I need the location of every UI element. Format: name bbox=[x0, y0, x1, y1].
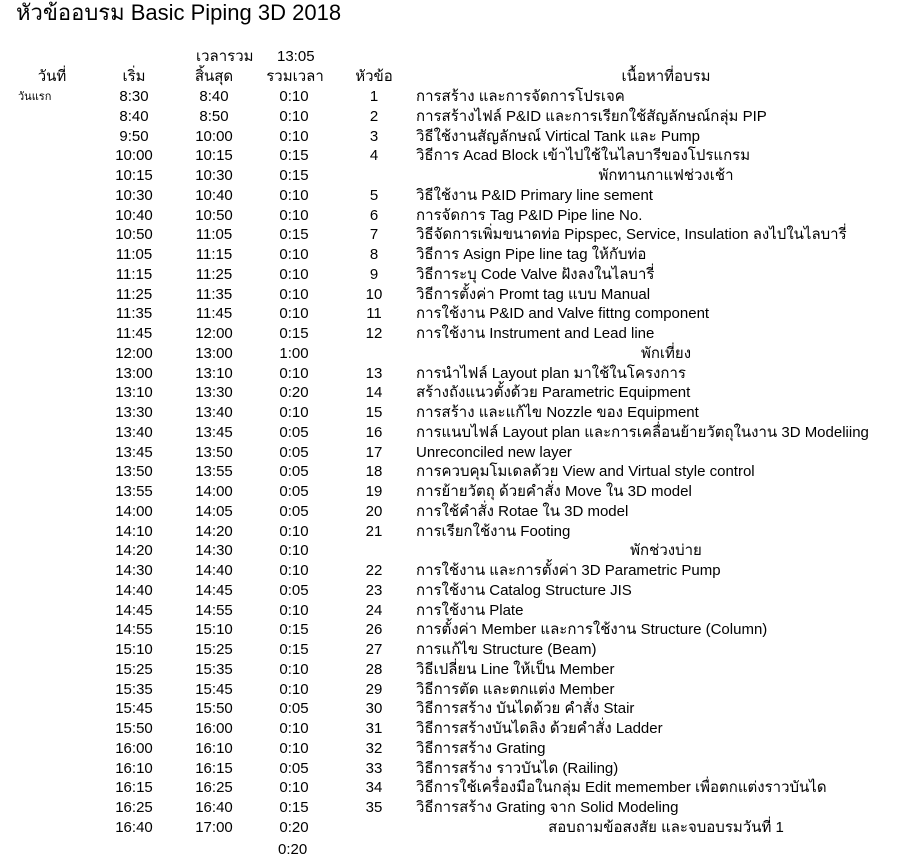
start-time-cell: 8:30 bbox=[119, 88, 149, 105]
end-time-cell: 13:30 bbox=[195, 384, 233, 402]
topic-number-cell: 31 bbox=[365, 720, 383, 737]
topic-cell: พักช่วงบ่าย bbox=[630, 542, 702, 560]
start-time-cell: 14:40 bbox=[115, 581, 153, 599]
topic-cell: วิธีเปลี่ยน Line ให้เป็น Member bbox=[416, 660, 615, 678]
table-row bbox=[0, 541, 900, 561]
end-time-cell: 14:20 bbox=[195, 522, 233, 540]
start-time-cell: 11:45 bbox=[115, 325, 153, 342]
duration-cell: 0:20 bbox=[279, 384, 309, 402]
end-time-cell: 8:50 bbox=[199, 107, 229, 125]
start-time-cell: 16:00 bbox=[115, 739, 153, 757]
table-row bbox=[0, 561, 900, 581]
start-time-cell: 13:10 bbox=[115, 384, 153, 402]
start-time-cell: 11:15 bbox=[115, 265, 153, 283]
end-time-cell: 15:45 bbox=[195, 680, 233, 698]
topic-number-cell: 22 bbox=[365, 562, 383, 579]
start-time-cell: 15:25 bbox=[115, 660, 153, 678]
table-row bbox=[0, 383, 900, 403]
end-time-cell: 14:00 bbox=[195, 483, 233, 500]
topic-cell: วิธีการสร้าง บันไดด้วย คำสั่ง Stair bbox=[416, 700, 635, 718]
end-time-cell: 16:40 bbox=[195, 799, 233, 816]
table-row bbox=[0, 225, 900, 245]
table-row bbox=[0, 640, 900, 660]
table-row bbox=[0, 620, 900, 640]
end-time-cell: 8:40 bbox=[199, 88, 229, 105]
duration-cell: 0:10 bbox=[279, 265, 309, 283]
start-time-cell: 10:30 bbox=[115, 186, 153, 204]
table-row bbox=[0, 344, 900, 364]
topic-cell: การใช้งาน และการตั้งค่า 3D Parametric Pump bbox=[416, 562, 721, 579]
table-row bbox=[0, 87, 900, 107]
duration-cell: 0:05 bbox=[279, 502, 309, 520]
end-time-cell: 16:15 bbox=[195, 759, 233, 777]
header-total-time: 13:05 bbox=[277, 48, 315, 65]
table-row bbox=[0, 818, 900, 838]
start-time-cell: 11:35 bbox=[115, 305, 153, 323]
table-row bbox=[0, 265, 900, 285]
topic-cell: การตั้งค่า Member และการใช้งาน Structure (Column) bbox=[416, 621, 768, 639]
end-time-cell: 15:35 bbox=[195, 660, 233, 678]
topic-cell: วิธีใช้งานสัญลักษณ์ Virtical Tank และ Pump bbox=[416, 127, 701, 145]
duration-cell: 0:10 bbox=[279, 562, 309, 579]
topic-cell: การแก้ไข Structure (Beam) bbox=[416, 641, 597, 658]
topic-cell: การใช้งาน Catalog Structure JIS bbox=[416, 581, 632, 599]
start-time-cell: 15:35 bbox=[115, 680, 153, 698]
table-row bbox=[0, 304, 900, 324]
topic-cell: สร้างถังแนวตั้งด้วย Parametric Equipment bbox=[416, 384, 691, 402]
duration-cell: 0:10 bbox=[279, 186, 309, 204]
topic-cell: การใช้งาน Instrument and Lead line bbox=[416, 325, 655, 342]
topic-number-cell: 35 bbox=[365, 799, 383, 816]
end-time-cell: 13:45 bbox=[195, 423, 233, 441]
table-row bbox=[0, 581, 900, 601]
start-time-cell: 13:50 bbox=[115, 463, 153, 481]
header-content: เนื้อหาที่อบรม bbox=[621, 68, 711, 85]
header-day: วันที่ bbox=[37, 68, 67, 85]
topic-number-cell: 18 bbox=[365, 463, 383, 481]
topic-cell: สอบถามข้อสงสัย และจบอบรมวันที่ 1 bbox=[548, 818, 784, 836]
end-time-cell: 14:05 bbox=[195, 502, 233, 520]
start-time-cell: 16:10 bbox=[115, 759, 153, 777]
header-end-group-label: เวลารวม bbox=[196, 48, 254, 65]
topic-number-cell: 23 bbox=[365, 581, 383, 599]
duration-cell: 0:15 bbox=[279, 621, 309, 639]
cut-off-row-text: 0:20 bbox=[278, 841, 308, 858]
duration-cell: 0:05 bbox=[279, 700, 309, 718]
topic-cell: วิธีจัดการเพิ่มขนาดท่อ Pipspec, Service, Insulation ลงไปในไลบารี่ bbox=[416, 226, 847, 244]
start-time-cell: 14:00 bbox=[115, 502, 153, 520]
topic-cell: วิธีการ Asign Pipe line tag ให้กับท่อ bbox=[416, 246, 647, 263]
end-time-cell: 16:10 bbox=[195, 739, 233, 757]
topic-cell: วิธีการสร้างบันไดลิง ด้วยคำสั่ง Ladder bbox=[416, 720, 663, 737]
duration-cell: 0:15 bbox=[279, 641, 309, 658]
duration-cell: 0:15 bbox=[279, 799, 309, 816]
end-time-cell: 11:05 bbox=[195, 226, 233, 244]
topic-number-cell: 24 bbox=[365, 601, 383, 619]
start-time-cell: 13:55 bbox=[115, 483, 153, 500]
table-row bbox=[0, 403, 900, 423]
duration-cell: 0:10 bbox=[279, 542, 309, 560]
topic-cell: การนำไฟล์ Layout plan มาใช้ในโครงการ bbox=[416, 364, 686, 382]
topic-number-cell: 10 bbox=[365, 285, 383, 303]
table-row bbox=[0, 660, 900, 680]
table-row bbox=[0, 522, 900, 542]
topic-number-cell: 2 bbox=[369, 107, 379, 125]
table-row bbox=[0, 699, 900, 719]
topic-cell: การควบคุมโมเดลด้วย View and Virtual style control bbox=[416, 463, 755, 481]
end-time-cell: 11:35 bbox=[195, 285, 233, 303]
start-time-cell: 14:45 bbox=[115, 601, 153, 619]
table-row bbox=[0, 166, 900, 186]
duration-cell: 0:10 bbox=[279, 720, 309, 737]
end-time-cell: 13:10 bbox=[195, 364, 233, 382]
table-row bbox=[0, 680, 900, 700]
topic-cell: วิธีการสร้าง Grating จาก Solid Modeling bbox=[416, 799, 679, 816]
table-row bbox=[0, 462, 900, 482]
start-time-cell: 13:45 bbox=[115, 443, 153, 461]
table-row bbox=[0, 798, 900, 818]
table-row bbox=[0, 245, 900, 265]
end-time-cell: 13:55 bbox=[195, 463, 233, 481]
end-time-cell: 15:25 bbox=[195, 641, 233, 658]
duration-cell: 0:15 bbox=[279, 325, 309, 342]
table-row bbox=[0, 482, 900, 502]
topic-number-cell: 11 bbox=[366, 305, 382, 323]
duration-cell: 0:10 bbox=[279, 246, 309, 263]
start-time-cell: 14:55 bbox=[115, 621, 153, 639]
end-time-cell: 10:50 bbox=[195, 206, 233, 224]
topic-cell: วิธีการสร้าง Grating bbox=[416, 739, 546, 757]
duration-cell: 0:15 bbox=[279, 167, 309, 184]
duration-cell: 0:10 bbox=[279, 779, 309, 797]
duration-cell: 0:05 bbox=[279, 759, 309, 777]
start-time-cell: 16:40 bbox=[115, 818, 153, 836]
start-time-cell: 15:45 bbox=[115, 700, 153, 718]
topic-cell: การใช้งาน Plate bbox=[416, 601, 524, 619]
page-title: หัวข้ออบรม Basic Piping 3D 2018 bbox=[16, 0, 342, 25]
header-start: เริ่ม bbox=[122, 68, 146, 85]
table-row bbox=[0, 739, 900, 759]
topic-number-cell: 27 bbox=[365, 641, 383, 658]
end-time-cell: 15:50 bbox=[195, 700, 233, 718]
topic-number-cell: 19 bbox=[365, 483, 383, 500]
topic-cell: การจัดการ Tag P&ID Pipe line No. bbox=[416, 206, 643, 224]
end-time-cell: 16:00 bbox=[195, 720, 233, 737]
duration-cell: 0:10 bbox=[279, 88, 309, 105]
duration-cell: 0:15 bbox=[279, 226, 309, 244]
topic-cell: วิธีการ Acad Block เข้าไปใช้ในไลบารีของโปรแกรม bbox=[416, 147, 751, 165]
start-time-cell: 15:50 bbox=[115, 720, 153, 737]
topic-number-cell: 8 bbox=[369, 246, 379, 263]
start-time-cell: 14:20 bbox=[115, 542, 153, 560]
topic-number-cell: 9 bbox=[369, 265, 379, 283]
end-time-cell: 14:40 bbox=[195, 562, 233, 579]
start-time-cell: 10:00 bbox=[115, 147, 153, 165]
topic-number-cell: 30 bbox=[365, 700, 383, 718]
duration-cell: 0:10 bbox=[279, 680, 309, 698]
topic-cell: พักเที่ยง bbox=[640, 344, 692, 362]
end-time-cell: 13:00 bbox=[195, 344, 233, 362]
table-row bbox=[0, 601, 900, 621]
topic-cell: วิธีการตั้งค่า Promt tag แบบ Manual bbox=[416, 285, 651, 303]
duration-cell: 0:05 bbox=[279, 443, 309, 461]
table-row bbox=[0, 778, 900, 798]
duration-cell: 0:10 bbox=[279, 660, 309, 678]
start-time-cell: 14:10 bbox=[115, 522, 153, 540]
table-row bbox=[0, 285, 900, 305]
topic-cell: วิธีการสร้าง ราวบันได (Railing) bbox=[416, 759, 619, 777]
end-time-cell: 11:15 bbox=[195, 246, 233, 263]
duration-cell: 0:15 bbox=[279, 147, 309, 165]
topic-cell: วิธีการตัด และตกแต่ง Member bbox=[416, 680, 615, 698]
header-duration: รวมเวลา bbox=[266, 68, 324, 85]
start-time-cell: 15:10 bbox=[115, 641, 153, 658]
duration-cell: 0:05 bbox=[279, 423, 309, 441]
start-time-cell: 10:50 bbox=[115, 226, 153, 244]
end-time-cell: 16:25 bbox=[195, 779, 233, 797]
topic-cell: การแนบไฟล์ Layout plan และการเคลื่อนย้ายวัตถุในงาน 3D Modeliing bbox=[416, 423, 869, 441]
topic-number-cell: 26 bbox=[365, 621, 383, 639]
topic-cell: วิธีการะบุ Code Valve ฝังลงในไลบารี่ bbox=[416, 265, 655, 283]
table-row bbox=[0, 324, 900, 344]
topic-cell: การสร้างไฟล์ P&ID และการเรียกใช้สัญลักษณ์กลุ่ม PIP bbox=[416, 107, 767, 125]
duration-cell: 0:10 bbox=[279, 305, 309, 323]
start-time-cell: 14:30 bbox=[115, 562, 153, 579]
topic-cell: การใช้คำสั่ง Rotae ใน 3D model bbox=[416, 502, 629, 520]
topic-cell: Unreconciled new layer bbox=[416, 443, 572, 461]
duration-cell: 0:10 bbox=[279, 285, 309, 303]
topic-number-cell: 12 bbox=[365, 325, 383, 342]
start-time-cell: 13:40 bbox=[115, 423, 153, 441]
topic-cell: การย้ายวัตถุ ด้วยคำสั่ง Move ใน 3D model bbox=[416, 483, 692, 500]
start-time-cell: 16:25 bbox=[115, 799, 153, 816]
topic-number-cell: 17 bbox=[365, 443, 383, 461]
end-time-cell: 10:40 bbox=[195, 186, 233, 204]
duration-cell: 0:10 bbox=[279, 364, 309, 382]
start-time-cell: 11:05 bbox=[115, 246, 153, 263]
end-time-cell: 12:00 bbox=[195, 325, 233, 342]
schedule-table bbox=[0, 87, 900, 838]
topic-number-cell: 15 bbox=[365, 404, 383, 421]
topic-number-cell: 4 bbox=[369, 147, 379, 165]
duration-cell: 0:05 bbox=[279, 483, 309, 500]
duration-cell: 0:10 bbox=[279, 107, 309, 125]
table-row bbox=[0, 206, 900, 226]
topic-number-cell: 13 bbox=[365, 364, 383, 382]
topic-number-cell: 7 bbox=[369, 226, 379, 244]
topic-number-cell: 33 bbox=[365, 759, 383, 777]
topic-number-cell: 1 bbox=[369, 88, 379, 105]
duration-cell: 0:20 bbox=[279, 818, 309, 836]
table-row bbox=[0, 443, 900, 463]
start-time-cell: 12:00 bbox=[115, 344, 153, 362]
end-time-cell: 10:00 bbox=[195, 127, 233, 145]
topic-number-cell: 5 bbox=[369, 186, 379, 204]
end-time-cell: 14:45 bbox=[195, 581, 233, 599]
end-time-cell: 10:15 bbox=[195, 147, 233, 165]
end-time-cell: 14:30 bbox=[195, 542, 233, 560]
day-cell: วันแรก bbox=[18, 91, 52, 103]
topic-number-cell: 28 bbox=[365, 660, 383, 678]
end-time-cell: 11:45 bbox=[195, 305, 233, 323]
header-end: สิ้นสุด bbox=[194, 68, 234, 85]
start-time-cell: 8:40 bbox=[119, 107, 149, 125]
duration-cell: 1:00 bbox=[279, 344, 309, 362]
topic-number-cell: 20 bbox=[365, 502, 383, 520]
start-time-cell: 16:15 bbox=[115, 779, 153, 797]
topic-cell: การสร้าง และแก้ไข Nozzle ของ Equipment bbox=[416, 404, 699, 421]
end-time-cell: 11:25 bbox=[195, 265, 233, 283]
topic-number-cell: 14 bbox=[365, 384, 383, 402]
duration-cell: 0:10 bbox=[279, 522, 309, 540]
start-time-cell: 10:40 bbox=[115, 206, 153, 224]
table-row bbox=[0, 759, 900, 779]
topic-number-cell: 29 bbox=[365, 680, 383, 698]
topic-cell: พักทานกาแฟช่วงเช้า bbox=[598, 167, 734, 184]
topic-number-cell: 32 bbox=[365, 739, 383, 757]
end-time-cell: 10:30 bbox=[195, 167, 233, 184]
end-time-cell: 13:50 bbox=[195, 443, 233, 461]
duration-cell: 0:10 bbox=[279, 601, 309, 619]
topic-cell: วิธีใช้งาน P&ID Primary line sement bbox=[416, 186, 653, 204]
topic-cell: การใช้งาน P&ID and Valve fittng component bbox=[416, 305, 710, 323]
topic-number-cell: 6 bbox=[369, 206, 379, 224]
start-time-cell: 13:30 bbox=[115, 404, 153, 421]
topic-cell: การสร้าง และการจัดการโปรเจค bbox=[416, 88, 625, 105]
topic-cell: วิธีการใช้เครื่องมือในกลุ่ม Edit memember เพื่อตกแต่งราวบันได bbox=[416, 779, 827, 797]
table-row bbox=[0, 186, 900, 206]
topic-cell: การเรียกใช้งาน Footing bbox=[416, 522, 571, 540]
duration-cell: 0:10 bbox=[279, 739, 309, 757]
start-time-cell: 9:50 bbox=[119, 127, 149, 145]
start-time-cell: 10:15 bbox=[115, 167, 153, 184]
table-row bbox=[0, 719, 900, 739]
duration-cell: 0:10 bbox=[279, 127, 309, 145]
topic-number-cell: 3 bbox=[369, 127, 379, 145]
table-row bbox=[0, 423, 900, 443]
start-time-cell: 11:25 bbox=[115, 285, 153, 303]
duration-cell: 0:05 bbox=[279, 581, 309, 599]
end-time-cell: 13:40 bbox=[195, 404, 233, 421]
topic-number-cell: 34 bbox=[365, 779, 383, 797]
end-time-cell: 15:10 bbox=[195, 621, 233, 639]
duration-cell: 0:10 bbox=[279, 206, 309, 224]
topic-number-cell: 21 bbox=[365, 522, 383, 540]
table-row bbox=[0, 364, 900, 384]
start-time-cell: 13:00 bbox=[115, 364, 153, 382]
table-row bbox=[0, 107, 900, 127]
end-time-cell: 14:55 bbox=[195, 601, 233, 619]
table-row bbox=[0, 146, 900, 166]
end-time-cell: 17:00 bbox=[195, 818, 233, 836]
table-row bbox=[0, 502, 900, 522]
duration-cell: 0:05 bbox=[279, 463, 309, 481]
table-row bbox=[0, 127, 900, 147]
header-topic-no: หัวข้อ bbox=[355, 68, 393, 85]
topic-number-cell: 16 bbox=[365, 423, 383, 441]
duration-cell: 0:10 bbox=[279, 404, 309, 421]
